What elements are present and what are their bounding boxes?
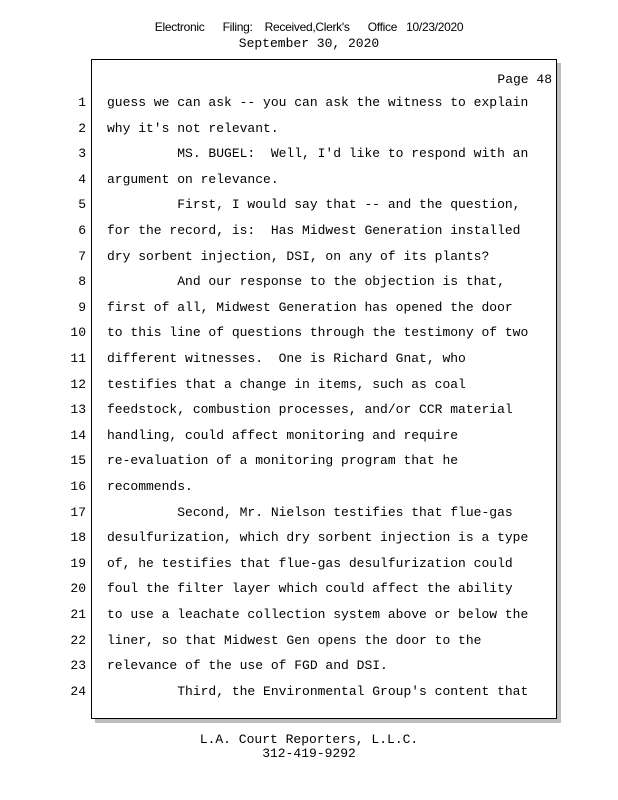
line-text: feedstock, combustion processes, and/or CCR material	[107, 402, 513, 418]
line-text: argument on relevance.	[107, 171, 279, 187]
transcript-line	[0, 579, 618, 599]
page-number: Page 48	[497, 72, 552, 87]
line-number: 8	[78, 274, 86, 290]
line-number: 4	[78, 171, 86, 187]
line-text: to use a leachate collection system above or below the	[107, 607, 529, 622]
line-text: for the record, is: Has Midwest Generation installed	[107, 223, 521, 238]
line-text: liner, so that Midwest Gen opens the door to the	[107, 632, 482, 648]
transcript-line	[0, 119, 618, 139]
footer	[0, 733, 618, 761]
line-text: relevance of the use of FGD and DSI.	[107, 658, 388, 674]
line-text: why it's not relevant.	[107, 120, 279, 136]
line-number: 15	[70, 453, 86, 469]
line-text: Second, Mr. Nielson testifies that flue-gas	[107, 504, 513, 520]
line-number: 12	[70, 376, 86, 392]
line-number: 19	[70, 555, 86, 571]
transcript-line	[0, 170, 618, 190]
transcript-line	[0, 554, 618, 574]
line-text: First, I would say that -- and the question,	[107, 197, 521, 213]
transcript-line	[0, 503, 618, 523]
transcript-line	[0, 375, 618, 395]
line-number: 1	[78, 95, 86, 110]
line-number: 2	[78, 120, 86, 136]
line-text: testifies that a change in items, such as coal	[107, 376, 466, 392]
transcript-line	[0, 272, 618, 292]
transcript-line	[0, 605, 618, 625]
transcript-line	[0, 221, 618, 241]
line-number: 22	[70, 632, 86, 648]
line-text: desulfurization, which dry sorbent injection is a type	[107, 530, 529, 546]
line-number: 18	[70, 530, 86, 546]
reporter-phone: 312-419-9292	[262, 746, 356, 761]
line-number: 7	[78, 248, 86, 264]
transcript-date: September 30, 2020	[238, 36, 380, 51]
line-number: 6	[78, 223, 86, 238]
line-number: 23	[70, 658, 86, 674]
line-text: first of all, Midwest Generation has opened the door	[107, 299, 513, 315]
transcript-line	[0, 195, 618, 215]
line-number: 16	[70, 479, 86, 494]
line-text: dry sorbent injection, DSI, on any of its plants?	[107, 248, 490, 264]
transcript-line	[0, 631, 618, 651]
line-number: 24	[70, 683, 86, 699]
transcript-line	[0, 656, 618, 676]
transcript-line	[0, 426, 618, 446]
line-number: 5	[78, 197, 86, 213]
line-text: foul the filter layer which could affect the ability	[107, 581, 513, 597]
line-text: MS. BUGEL: Well, I'd like to respond with an	[107, 146, 529, 162]
line-text: to this line of questions through the testimony of two	[107, 325, 529, 341]
filing-stamp: Electronic Filing: Received,Clerk's Office 10/23/2020	[154, 20, 464, 34]
line-text: And our response to the objection is that,	[107, 274, 505, 290]
line-text: handling, could affect monitoring and require	[107, 427, 459, 443]
line-number: 20	[70, 581, 86, 597]
line-text: guess we can ask -- you can ask the witness to explain	[107, 95, 529, 110]
line-number: 3	[78, 146, 86, 162]
line-number: 14	[70, 427, 86, 443]
transcript-line	[0, 349, 618, 369]
line-number: 11	[70, 351, 86, 366]
line-text: of, he testifies that flue-gas desulfurization could	[107, 555, 513, 571]
line-number: 9	[78, 299, 86, 315]
reporter-company: L.A. Court Reporters, L.L.C.	[199, 732, 419, 747]
transcript-line	[0, 144, 618, 164]
line-text: recommends.	[107, 479, 193, 494]
line-number: 17	[70, 504, 86, 520]
transcript-line	[0, 400, 618, 420]
transcript-line	[0, 451, 618, 471]
transcript-line	[0, 323, 618, 343]
transcript-line	[0, 93, 618, 113]
transcript-line	[0, 682, 618, 702]
transcript-line	[0, 247, 618, 267]
line-text: different witnesses. One is Richard Gnat, who	[107, 351, 466, 366]
line-number: 10	[70, 325, 86, 341]
transcript-line	[0, 477, 618, 497]
line-text: Third, the Environmental Group's content that	[107, 683, 529, 699]
line-number: 21	[70, 607, 86, 622]
transcript-line	[0, 298, 618, 318]
transcript-line	[0, 528, 618, 548]
line-text: re-evaluation of a monitoring program that he	[107, 453, 459, 469]
line-number: 13	[70, 402, 86, 418]
